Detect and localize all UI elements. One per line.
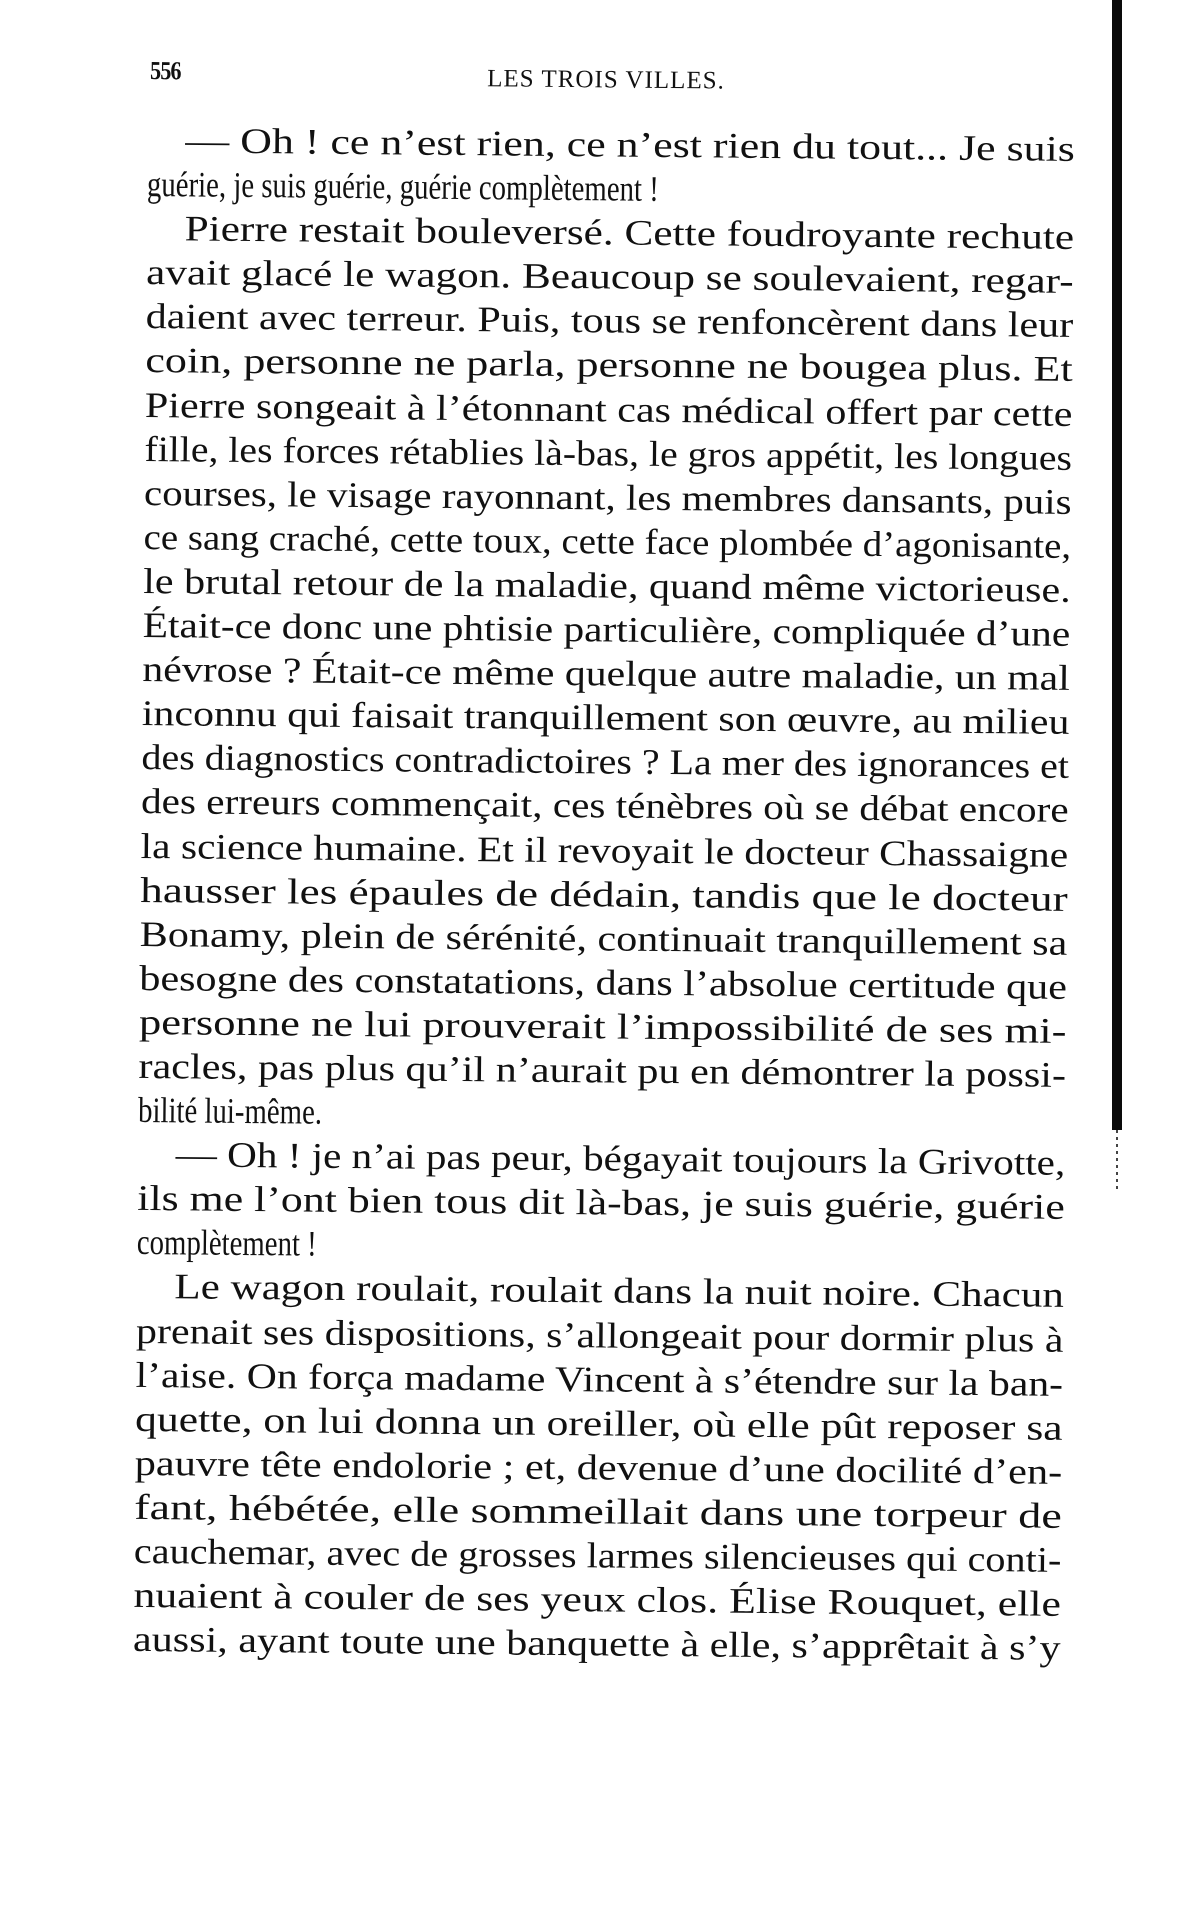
text-line-content: avait glacé le wagon. Beaucoup se soulevaient, regar- xyxy=(145,252,1074,302)
text-line-content: bilité lui-même. xyxy=(137,1089,323,1132)
text-line-content: névrose ? Était-ce même quelque autre maladie, un mal xyxy=(142,649,1071,698)
text-line-content: l’aise. On força madame Vincent à s’étendre sur la ban- xyxy=(135,1354,1064,1404)
text-line-content: complètement ! xyxy=(136,1222,317,1264)
text-line-content: Pierre restait bouleversé. Cette foudroyante rechute xyxy=(184,208,1075,258)
text-line-content: ils me l’ont bien tous dit là-bas, je suis guérie, guérie xyxy=(137,1178,1065,1228)
text-line-content: cauchemar, avec de grosses larmes silencieuses qui conti- xyxy=(133,1530,1062,1580)
text-line-content: daient avec terreur. Puis, tous se renfoncèrent dans leur xyxy=(145,296,1074,346)
text-line-content: — Oh ! je n’ai pas peur, bégayait toujours la Grivotte, xyxy=(175,1134,1066,1183)
text-line-content: inconnu qui faisait tranquillement son œuvre, au milieu xyxy=(141,693,1070,743)
text-line-content: ce sang craché, cette toux, cette face plombée d’agonisante, xyxy=(143,516,1072,566)
text-line-content: des diagnostics contradictoires ? La mer des ignorances et xyxy=(141,737,1070,787)
text-line-content: coin, personne ne parla, personne ne bougea plus. Et xyxy=(145,340,1073,390)
text-line-content: — Oh ! ce n’est rien, ce n’est rien du tout... Je suis xyxy=(185,120,1076,169)
text-line-content: des erreurs commençait, ces ténèbres où se débat encore xyxy=(140,781,1069,831)
text-line-content: Était-ce donc une phtisie particulière, compliquée d’une xyxy=(142,604,1071,654)
body-text xyxy=(133,118,1076,1670)
text-line-content: fant, hébétée, elle sommeillait dans une torpeur de xyxy=(134,1486,1062,1536)
text-line-content: racles, pas plus qu’il n’aurait pu en démontrer la possi- xyxy=(138,1045,1067,1095)
text-line-content: besogne des constatations, dans l’absolue certitude que xyxy=(139,957,1068,1007)
text-line-content: pauvre tête endolorie ; et, devenue d’une docilité d’en- xyxy=(134,1442,1063,1492)
text-line-content: Pierre songeait à l’étonnant cas médical offert par cette xyxy=(144,384,1073,434)
text-line-content: guérie, je suis guérie, guérie complètement ! xyxy=(146,164,659,209)
text-line-content: prenait ses dispositions, s’allongeait pour dormir plus à xyxy=(135,1310,1064,1360)
text-line-content: la science humaine. Et il revoyait le docteur Chassaigne xyxy=(140,825,1069,875)
text-line-content: nuaient à couler de ses yeux clos. Élise Rouquet, elle xyxy=(133,1575,1062,1624)
text-line-content: personne ne lui prouverait l’impossibilité de ses mi- xyxy=(138,1001,1067,1051)
text-line-content: le brutal retour de la maladie, quand même victorieuse. xyxy=(142,560,1071,610)
text-line-content: aussi, ayant toute une banquette à elle, s’apprêtait à s’y xyxy=(132,1619,1061,1668)
text-line-content: quette, on lui donna un oreiller, où elle pût reposer sa xyxy=(134,1398,1063,1448)
text-line-content: hausser les épaules de dédain, tandis que le docteur xyxy=(140,869,1068,919)
text-line-content: Le wagon roulait, roulait dans la nuit noire. Chacun xyxy=(174,1266,1065,1316)
page-edge-shadow-tail xyxy=(1116,1130,1118,1190)
text-line-content: fille, les forces rétablies là-bas, le gros appétit, les longues xyxy=(144,428,1073,478)
running-title: LES TROIS VILLES. xyxy=(487,65,725,95)
text-line-content: Bonamy, plein de sérénité, continuait tranquillement sa xyxy=(139,913,1068,963)
text-line xyxy=(133,1617,1061,1670)
text-line-content: courses, le visage rayonnant, les membres dansants, puis xyxy=(143,472,1072,522)
page-number: 556 xyxy=(149,56,181,86)
page-edge-shadow xyxy=(1112,0,1122,1130)
